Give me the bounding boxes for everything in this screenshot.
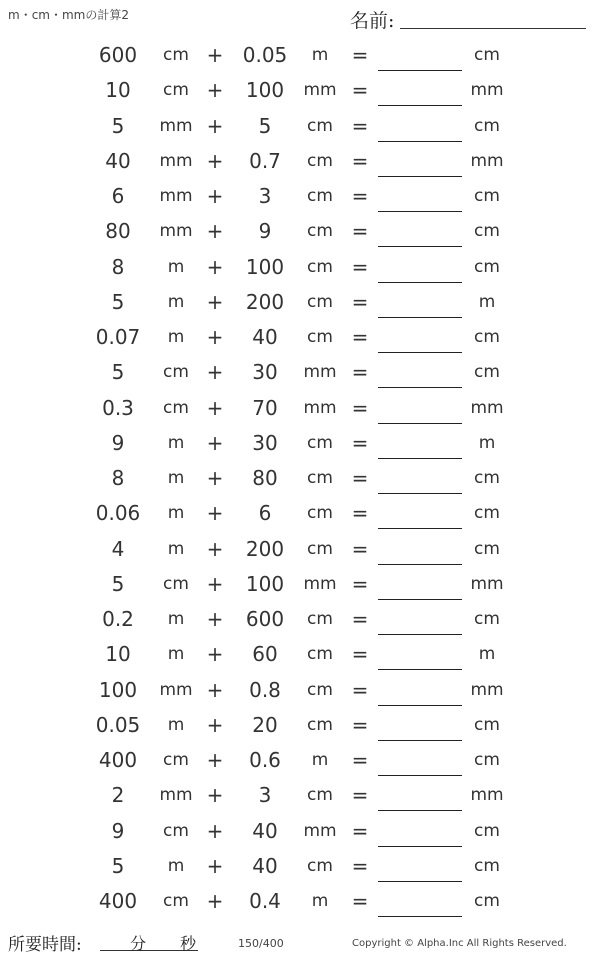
answer-unit: cm [474,891,500,911]
plus-sign: + [206,642,224,667]
plus-sign: + [206,430,224,455]
first-value: 0.07 [95,325,141,349]
answer-blank[interactable] [378,423,462,424]
second-value: 9 [258,219,272,244]
plus-sign: + [206,501,224,526]
answer-blank[interactable] [378,881,462,882]
answer-unit: mm [470,679,504,700]
first-unit: m [167,291,185,312]
equals-sign: = [351,184,369,208]
first-value: 80 [105,219,131,244]
plus-sign: + [206,254,224,279]
second-value: 30 [252,430,278,455]
second-unit: mm [303,362,337,383]
first-value: 9 [111,818,125,843]
equals-sign: = [351,748,369,772]
equals-sign: = [351,219,369,244]
copyright: Copyright © Alpha.Inc All Rights Reserved. [352,938,567,949]
equals-sign: = [351,712,369,737]
answer-unit: cm [474,855,500,876]
answer-unit: mm [470,785,504,806]
plus-sign: + [206,289,224,314]
answer-unit: cm [474,186,500,206]
first-value: 0.3 [102,395,134,420]
problem-row [0,356,600,391]
first-value: 4 [111,536,125,561]
time-label: 所要時間: [8,935,82,955]
equals-sign: = [351,325,369,349]
first-unit: m [167,432,185,453]
equals-sign: = [351,853,369,878]
second-unit: cm [307,432,333,453]
answer-unit: cm [474,538,500,559]
footer [0,928,600,957]
second-value: 6 [258,501,272,526]
second-unit: cm [307,679,333,700]
second-value: 0.6 [249,748,281,772]
equals-sign: = [351,642,369,667]
second-unit: cm [307,644,333,665]
plus-sign: + [206,78,224,103]
first-unit: m [167,503,185,524]
first-value: 40 [105,148,131,173]
problem-row [0,392,600,427]
problem-row [0,462,600,497]
second-value: 40 [252,818,278,843]
first-value: 0.2 [102,607,134,631]
problem-row [0,39,600,74]
equals-sign: = [351,571,369,596]
answer-blank[interactable] [378,846,462,847]
equals-sign: = [351,501,369,526]
answer-unit: cm [474,750,500,770]
equals-sign: = [351,783,369,808]
answer-unit: m [478,291,496,312]
second-unit: cm [307,855,333,876]
first-unit: mm [159,221,193,242]
answer-unit: mm [470,397,504,418]
problem-row [0,568,600,603]
second-unit: m [311,891,329,911]
second-value: 0.4 [249,889,281,913]
problem-row [0,251,600,286]
seconds-label: 秒 [180,934,197,953]
second-unit: cm [307,327,333,347]
second-value: 600 [245,607,285,631]
equals-sign: = [351,78,369,103]
second-value: 60 [252,642,278,667]
problem-row [0,709,600,744]
equals-sign: = [351,360,369,385]
first-value: 5 [111,571,125,596]
second-value: 100 [245,571,285,596]
first-value: 400 [98,889,138,913]
answer-unit: cm [474,714,500,735]
problem-list [0,39,600,920]
problem-row [0,744,600,779]
first-unit: m [167,855,185,876]
answer-unit: mm [470,150,504,171]
problem-row [0,286,600,321]
first-unit: mm [159,679,193,700]
problem-row [0,603,600,638]
first-value: 5 [111,853,125,878]
answer-blank[interactable] [378,810,462,811]
problem-row [0,497,600,532]
answer-blank[interactable] [378,493,462,494]
name-label: 名前: [350,10,395,32]
second-value: 0.05 [242,43,288,67]
second-value: 80 [252,466,278,490]
answer-blank[interactable] [378,70,462,71]
plus-sign: + [206,536,224,561]
second-unit: cm [307,785,333,806]
answer-blank[interactable] [378,141,462,142]
second-unit: cm [307,714,333,735]
equals-sign: = [351,148,369,173]
minutes-label: 分 [130,934,147,953]
second-unit: cm [307,291,333,312]
problem-row [0,779,600,814]
first-value: 5 [111,360,125,385]
answer-blank[interactable] [378,105,462,106]
first-unit: cm [163,820,189,841]
plus-sign: + [206,677,224,702]
first-unit: cm [163,397,189,418]
problem-row [0,885,600,920]
first-value: 9 [111,430,125,455]
first-value: 8 [111,466,125,490]
problem-row [0,74,600,109]
second-unit: mm [303,573,337,594]
second-value: 5 [258,113,272,138]
second-unit: cm [307,538,333,559]
first-unit: cm [163,750,189,770]
second-value: 0.7 [249,148,281,173]
plus-sign: + [206,395,224,420]
plus-sign: + [206,748,224,772]
answer-blank[interactable] [378,740,462,741]
second-value: 0.8 [249,677,281,702]
plus-sign: + [206,818,224,843]
second-unit: mm [303,80,337,101]
problem-row [0,815,600,850]
plus-sign: + [206,889,224,913]
first-unit: m [167,468,185,488]
problem-row [0,674,600,709]
second-unit: mm [303,397,337,418]
first-value: 100 [98,677,138,702]
first-value: 10 [105,642,131,667]
first-value: 10 [105,78,131,103]
first-unit: mm [159,150,193,171]
second-unit: cm [307,150,333,171]
second-value: 30 [252,360,278,385]
answer-blank[interactable] [378,282,462,283]
second-value: 3 [258,184,272,208]
equals-sign: = [351,395,369,420]
plus-sign: + [206,219,224,244]
first-unit: cm [163,80,189,101]
first-unit: m [167,609,185,629]
first-value: 600 [98,43,138,67]
equals-sign: = [351,289,369,314]
problem-row [0,215,600,250]
second-value: 200 [245,536,285,561]
equals-sign: = [351,254,369,279]
problem-row [0,427,600,462]
progress-count: 150/400 [238,937,284,950]
second-unit: cm [307,221,333,242]
answer-unit: cm [474,468,500,488]
first-unit: m [167,538,185,559]
first-value: 0.06 [95,501,141,526]
first-unit: cm [163,891,189,911]
second-value: 20 [252,712,278,737]
second-value: 100 [245,78,285,103]
second-unit: cm [307,609,333,629]
second-value: 70 [252,395,278,420]
first-value: 8 [111,254,125,279]
second-value: 200 [245,289,285,314]
answer-blank[interactable] [378,387,462,388]
second-value: 3 [258,783,272,808]
answer-unit: cm [474,820,500,841]
equals-sign: = [351,113,369,138]
answer-unit: m [478,432,496,453]
answer-unit: m [478,644,496,665]
answer-blank[interactable] [378,528,462,529]
first-unit: mm [159,115,193,136]
first-unit: m [167,714,185,735]
equals-sign: = [351,466,369,490]
problem-row [0,638,600,673]
second-unit: cm [307,186,333,206]
equals-sign: = [351,818,369,843]
problem-row [0,145,600,180]
problem-row [0,321,600,356]
answer-blank[interactable] [378,705,462,706]
answer-blank[interactable] [378,916,462,917]
first-unit: cm [163,573,189,594]
equals-sign: = [351,43,369,67]
second-value: 40 [252,853,278,878]
worksheet-title: m・cm・mmの計算2 [8,8,129,22]
answer-unit: cm [474,327,500,347]
first-value: 6 [111,184,125,208]
equals-sign: = [351,677,369,702]
answer-unit: mm [470,573,504,594]
first-unit: m [167,327,185,347]
answer-unit: cm [474,115,500,136]
first-value: 2 [111,783,125,808]
plus-sign: + [206,712,224,737]
second-unit: cm [307,115,333,136]
problem-row [0,533,600,568]
answer-blank[interactable] [378,775,462,776]
first-value: 0.05 [95,712,141,737]
plus-sign: + [206,607,224,631]
answer-blank[interactable] [378,634,462,635]
first-value: 5 [111,113,125,138]
problem-row [0,110,600,145]
second-unit: m [311,45,329,65]
name-field[interactable] [400,28,586,29]
second-unit: cm [307,503,333,524]
first-unit: m [167,256,185,277]
plus-sign: + [206,783,224,808]
first-unit: cm [163,45,189,65]
answer-blank[interactable] [378,458,462,459]
plus-sign: + [206,360,224,385]
answer-blank[interactable] [378,352,462,353]
equals-sign: = [351,430,369,455]
second-unit: m [311,750,329,770]
answer-unit: cm [474,503,500,524]
answer-blank[interactable] [378,599,462,600]
equals-sign: = [351,607,369,631]
answer-unit: cm [474,256,500,277]
answer-blank[interactable] [378,564,462,565]
plus-sign: + [206,148,224,173]
answer-unit: cm [474,221,500,242]
first-unit: m [167,644,185,665]
plus-sign: + [206,43,224,67]
second-value: 100 [245,254,285,279]
equals-sign: = [351,536,369,561]
first-value: 400 [98,748,138,772]
plus-sign: + [206,853,224,878]
plus-sign: + [206,571,224,596]
second-value: 40 [252,325,278,349]
second-unit: cm [307,256,333,277]
plus-sign: + [206,325,224,349]
problem-row [0,180,600,215]
plus-sign: + [206,113,224,138]
first-value: 5 [111,289,125,314]
answer-unit: cm [474,362,500,383]
answer-unit: cm [474,45,500,65]
first-unit: mm [159,785,193,806]
name-area [350,6,590,32]
answer-unit: cm [474,609,500,629]
answer-blank[interactable] [378,669,462,670]
equals-sign: = [351,889,369,913]
second-unit: mm [303,820,337,841]
plus-sign: + [206,184,224,208]
first-unit: cm [163,362,189,383]
answer-blank[interactable] [378,246,462,247]
plus-sign: + [206,466,224,490]
answer-blank[interactable] [378,176,462,177]
answer-blank[interactable] [378,317,462,318]
problem-row [0,850,600,885]
answer-unit: mm [470,80,504,101]
answer-blank[interactable] [378,211,462,212]
first-unit: mm [159,186,193,206]
second-unit: cm [307,468,333,488]
